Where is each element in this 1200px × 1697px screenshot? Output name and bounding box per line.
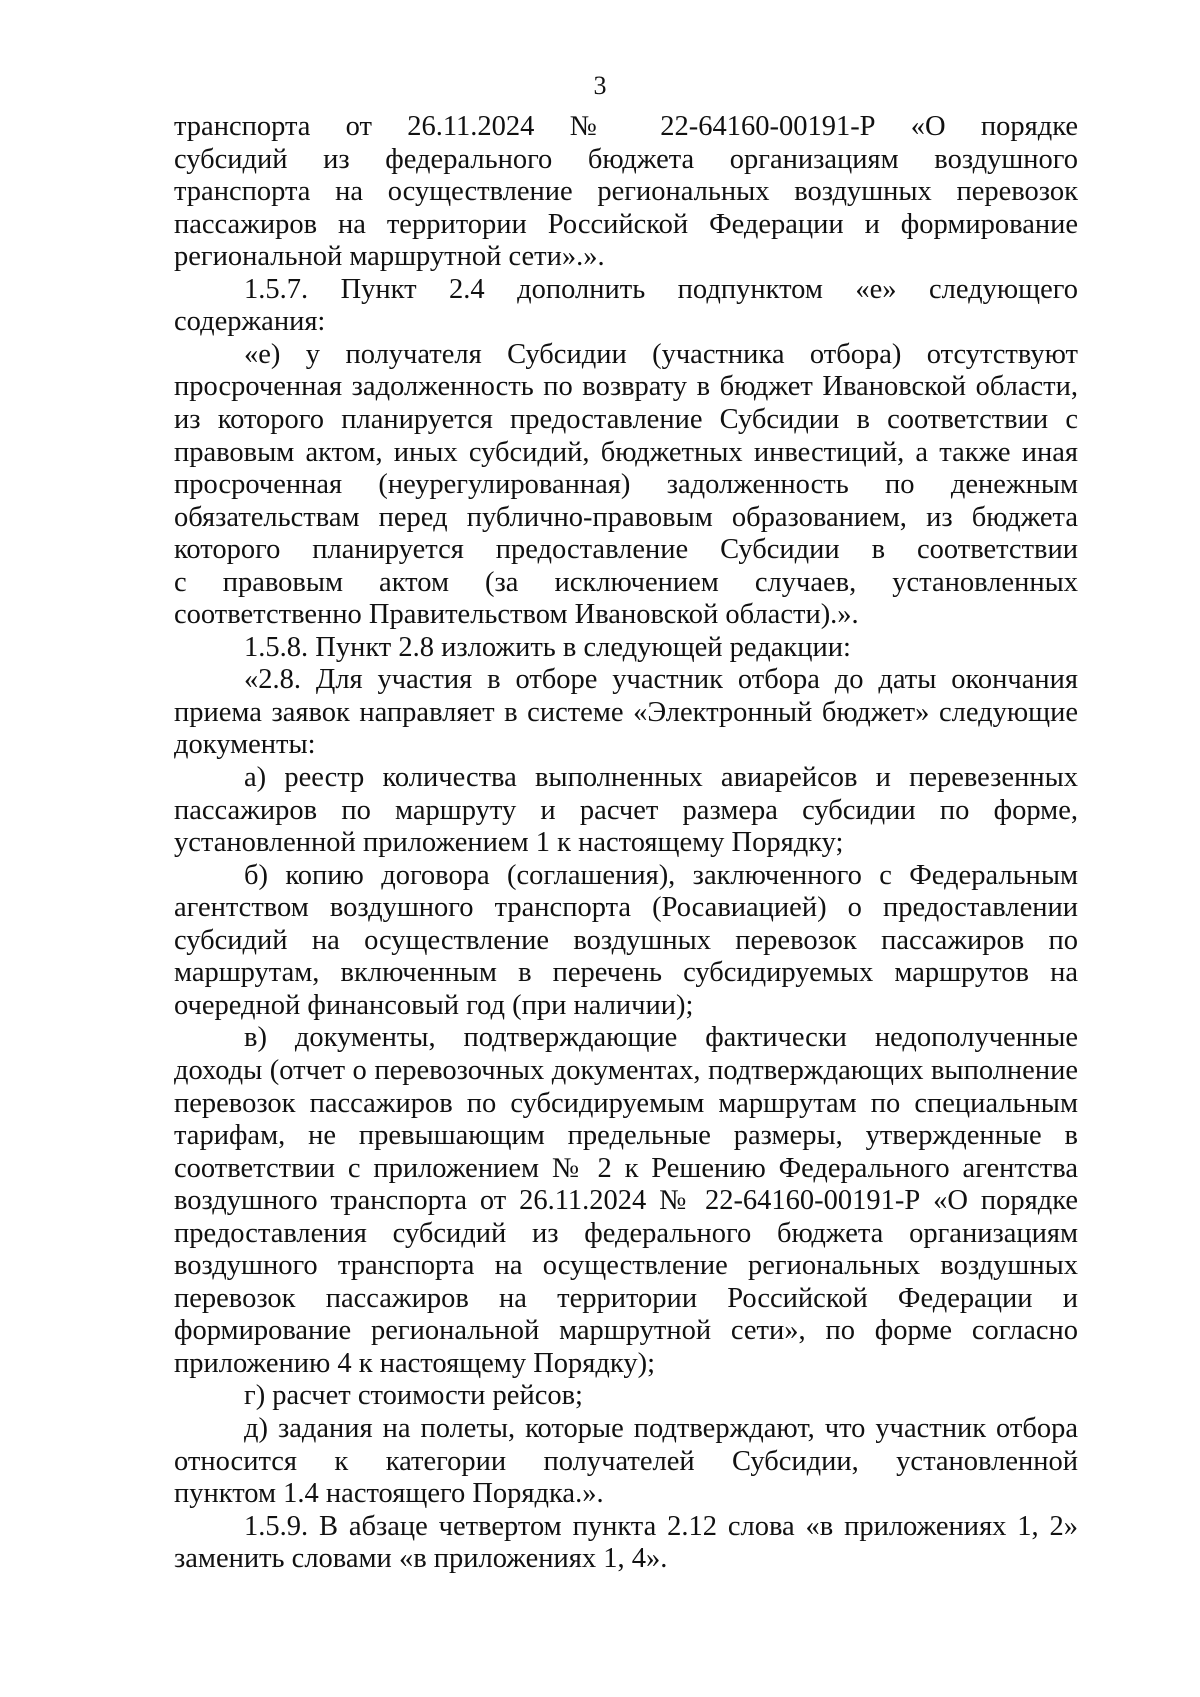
- text-line: просроченная задолженность по возврату в бюджет Ивановской области,: [174, 371, 1078, 402]
- text-line: субсидий на осуществление воздушных перевозок пассажиров по: [174, 925, 1078, 956]
- text-line: пассажиров на территории Российской Федерации и формирование: [174, 209, 1078, 240]
- text-line: приложению 4 к настоящему Порядку);: [174, 1348, 655, 1379]
- text-line: перевозок пассажиров по субсидируемым маршрутам по специальным: [174, 1088, 1078, 1119]
- text-line: пунктом 1.4 настоящего Порядка.».: [174, 1478, 604, 1509]
- text-line: просроченная (неурегулированная) задолженность по денежным: [174, 469, 1078, 500]
- text-line: из которого планируется предоставление Субсидии в соответствии с: [174, 404, 1078, 435]
- text-line: а) реестр количества выполненных авиарейсов и перевезенных: [244, 762, 1078, 793]
- text-line: 1.5.9. В абзаце четвертом пункта 2.12 слова «в приложениях 1, 2»: [244, 1511, 1078, 1542]
- text-line: документы:: [174, 729, 316, 760]
- text-line: «2.8. Для участия в отборе участник отбора до даты окончания: [244, 664, 1078, 695]
- text-line: правовым актом, иных субсидий, бюджетных инвестиций, а также иная: [174, 437, 1078, 468]
- text-line: д) задания на полеты, которые подтверждают, что участник отбора: [244, 1413, 1078, 1444]
- text-line: пассажиров по маршруту и расчет размера субсидии по форме,: [174, 795, 1078, 826]
- text-line: очередной финансовый год (при наличии);: [174, 990, 694, 1021]
- text-line: г) расчет стоимости рейсов;: [244, 1380, 583, 1411]
- text-line: маршрутам, включенным в перечень субсидируемых маршрутов на: [174, 957, 1078, 988]
- text-line: которого планируется предоставление Субсидии в соответствии: [174, 534, 1078, 565]
- text-line: агентством воздушного транспорта (Росавиацией) о предоставлении: [174, 892, 1078, 923]
- text-line: транспорта от 26.11.2024 № 22-64160-00191-Р «О порядке: [174, 111, 1078, 142]
- text-line: региональной маршрутной сети».».: [174, 241, 605, 272]
- text-line: перевозок пассажиров на территории Российской Федерации и: [174, 1283, 1078, 1314]
- text-line: тарифам, не превышающим предельные размеры, утвержденные в: [174, 1120, 1078, 1151]
- text-line: установленной приложением 1 к настоящему Порядку;: [174, 827, 844, 858]
- text-line: субсидий из федерального бюджета организациям воздушного: [174, 144, 1078, 175]
- text-line: соответственно Правительством Ивановской области).».: [174, 599, 859, 630]
- text-line: соответствии с приложением № 2 к Решению Федерального агентства: [174, 1153, 1078, 1184]
- text-line: б) копию договора (соглашения), заключенного с Федеральным: [244, 860, 1078, 891]
- text-line: обязательствам перед публично-правовым образованием, из бюджета: [174, 502, 1078, 533]
- page-number: 3: [593, 71, 607, 100]
- text-line: «е) у получателя Субсидии (участника отбора) отсутствуют: [244, 339, 1078, 370]
- text-line: содержания:: [174, 306, 326, 337]
- text-line: формирование региональной маршрутной сети», по форме согласно: [174, 1315, 1078, 1346]
- text-line: относится к категории получателей Субсидии, установленной: [174, 1446, 1078, 1477]
- text-line: воздушного транспорта от 26.11.2024 № 22-64160-00191-Р «О порядке: [174, 1185, 1078, 1216]
- text-line: 1.5.7. Пункт 2.4 дополнить подпунктом «е» следующего: [244, 274, 1078, 305]
- text-line: воздушного транспорта на осуществление региональных воздушных: [174, 1250, 1078, 1281]
- text-line: транспорта на осуществление региональных воздушных перевозок: [174, 176, 1078, 207]
- text-line: предоставления субсидий из федерального бюджета организациям: [174, 1218, 1078, 1249]
- text-line: приема заявок направляет в системе «Электронный бюджет» следующие: [174, 697, 1078, 728]
- text-line: с правовым актом (за исключением случаев, установленных: [174, 567, 1078, 598]
- text-line: доходы (отчет о перевозочных документах, подтверждающих выполнение: [174, 1055, 1078, 1086]
- text-line: 1.5.8. Пункт 2.8 изложить в следующей редакции:: [244, 632, 851, 663]
- text-line: в) документы, подтверждающие фактически недополученные: [244, 1022, 1078, 1053]
- text-line: заменить словами «в приложениях 1, 4».: [174, 1543, 668, 1574]
